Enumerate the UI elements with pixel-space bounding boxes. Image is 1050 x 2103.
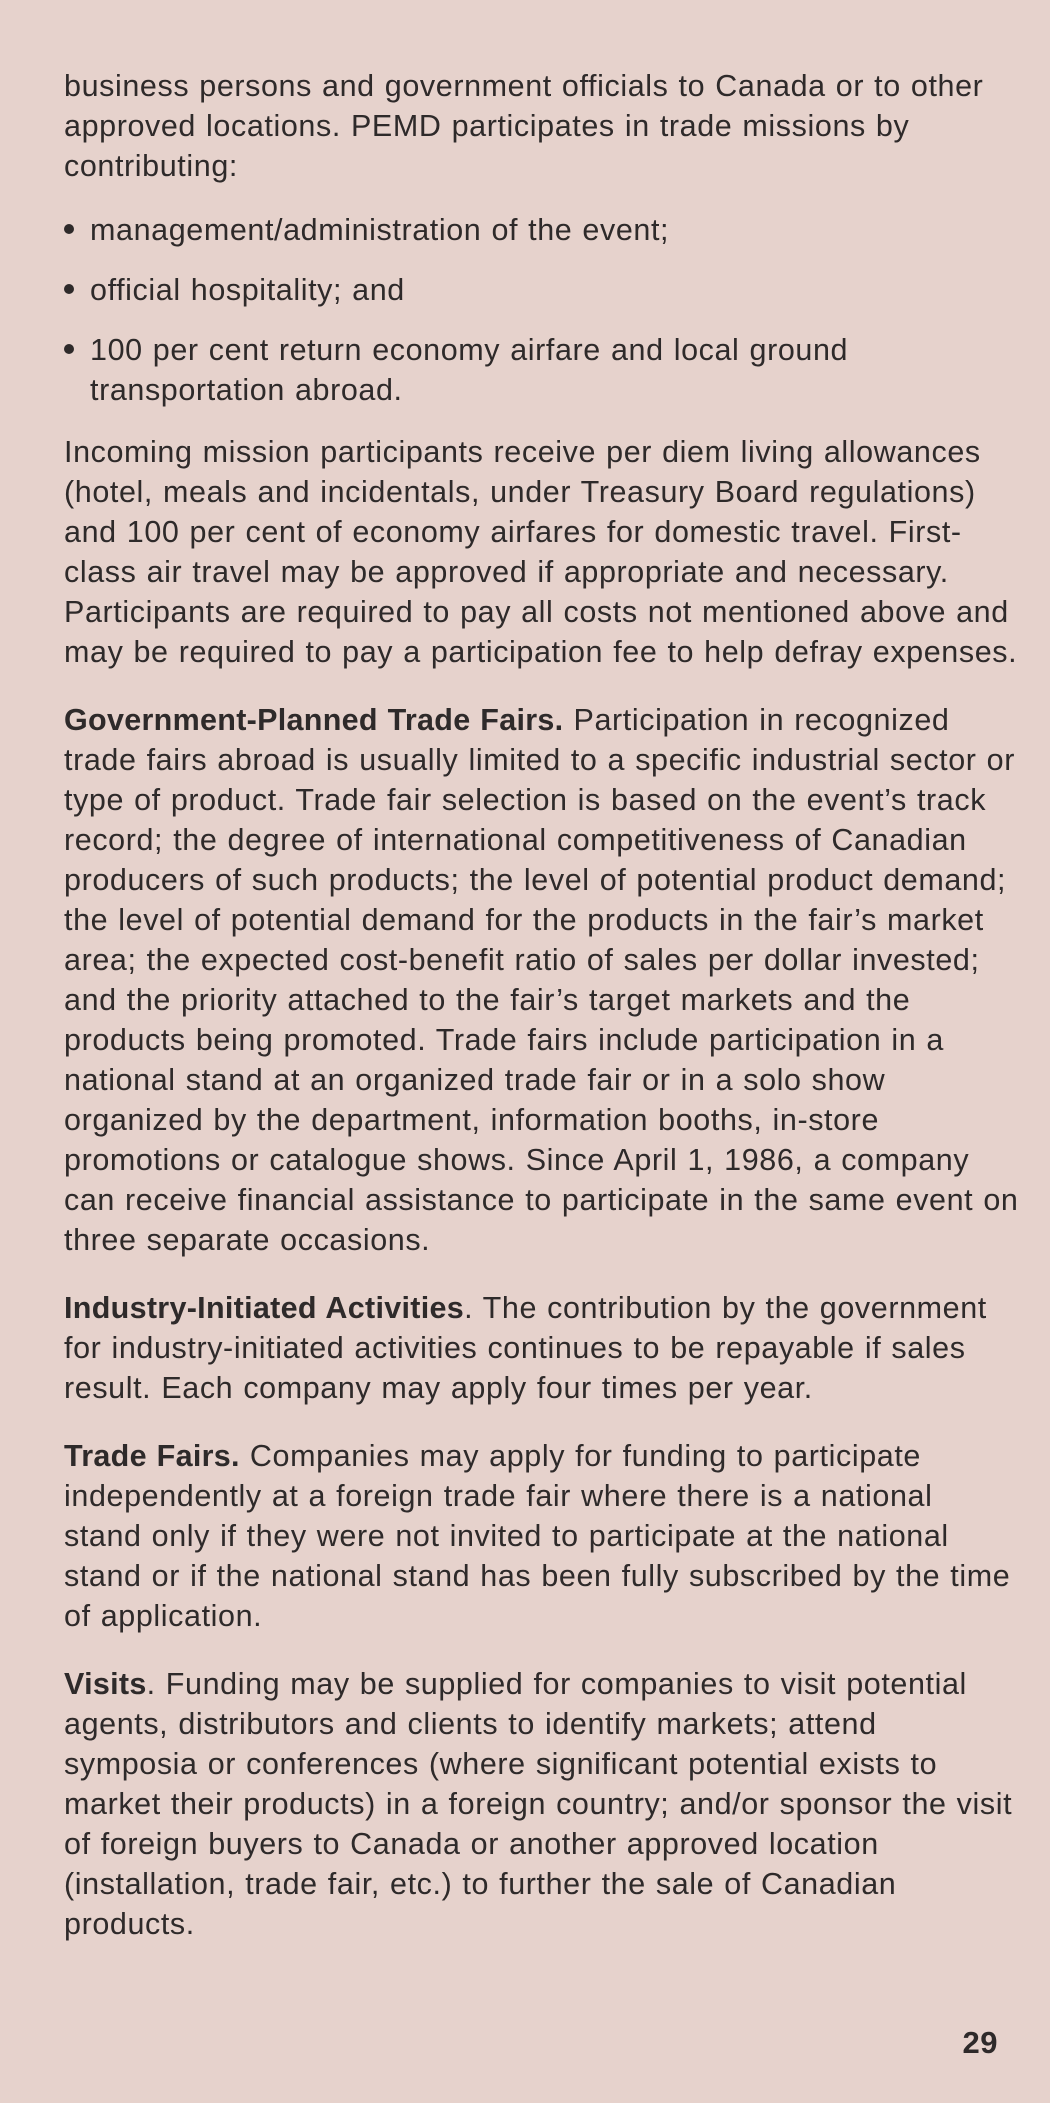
section-government-planned-trade-fairs <box>64 700 1019 1260</box>
section-heading: Industry-Initiated Activities <box>64 1291 465 1325</box>
section-heading: Trade Fairs. <box>64 1439 240 1473</box>
section-body: Companies may apply for funding to participate independently at a foreign trade fair where there is a national stand only if they were not invited to participate at the national stand or if the national stand has been fully subscribed by the time of application. <box>64 1439 1011 1633</box>
document-page <box>64 66 1019 1944</box>
bullet-icon <box>64 224 74 234</box>
section-heading: Government-Planned Trade Fairs. <box>64 703 564 737</box>
list-item <box>64 210 1019 250</box>
incoming-mission-paragraph: Incoming mission participants receive per diem living allowances (hotel, meals and incidentals, under Treasury Board regulations) and 100 per cent of economy airfares for domestic travel. First-class air travel may be approved if appropriate and necessary. Participants are required to pay all costs not mentioned above and may be required to pay a participation fee to help defray expenses. <box>64 435 1018 669</box>
section-visits <box>64 1664 1019 1944</box>
section-body: . The contribution by the government for industry-initiated activities continues to be repayable if sales result. Each company may apply four times per year. <box>64 1291 987 1405</box>
section-industry-initiated-activities <box>64 1288 1019 1408</box>
section-heading: Visits <box>64 1667 147 1701</box>
bullet-list <box>64 210 1019 410</box>
section-body: . Funding may be supplied for companies to visit potential agents, distributors and clients to identify markets; attend symposia or conferences (where significant potential exists to market their products) in a foreign country; and/or sponsor the visit of foreign buyers to Canada or another approved location (installation, trade fair, etc.) to further the sale of Canadian products. <box>64 1667 1013 1941</box>
bullet-icon <box>64 284 74 294</box>
page-number: 29 <box>962 2025 998 2060</box>
intro-paragraph: business persons and government officials to Canada or to other approved locations. PEMD participates in trade missions by contributing: <box>64 69 984 183</box>
list-item-text: 100 per cent return economy airfare and local ground transportation abroad. <box>90 333 849 407</box>
list-item-text: management/administration of the event; <box>90 213 670 247</box>
list-item-text: official hospitality; and <box>90 273 405 307</box>
bullet-icon <box>64 344 74 354</box>
section-body: Participation in recognized trade fairs abroad is usually limited to a specific industrial sector or type of product. Trade fair selection is based on the event’s track record; the degree of international competitiveness of Canadian producers of such products; the level of potential product demand; the level of potential demand for the products in the fair’s market area; the expected cost-benefit ratio of sales per dollar invested; and the priority attached to the fair’s target markets and the products being promoted. Trade fairs include participation in a national stand at an organized trade fair or in a solo show organized by the department, information booths, in-store promotions or catalogue shows. Since April 1, 1986, a company can receive financial assistance to participate in the same event on three separate occasions. <box>64 703 1019 1257</box>
list-item <box>64 270 1019 310</box>
section-trade-fairs <box>64 1436 1019 1636</box>
list-item <box>64 330 1019 410</box>
